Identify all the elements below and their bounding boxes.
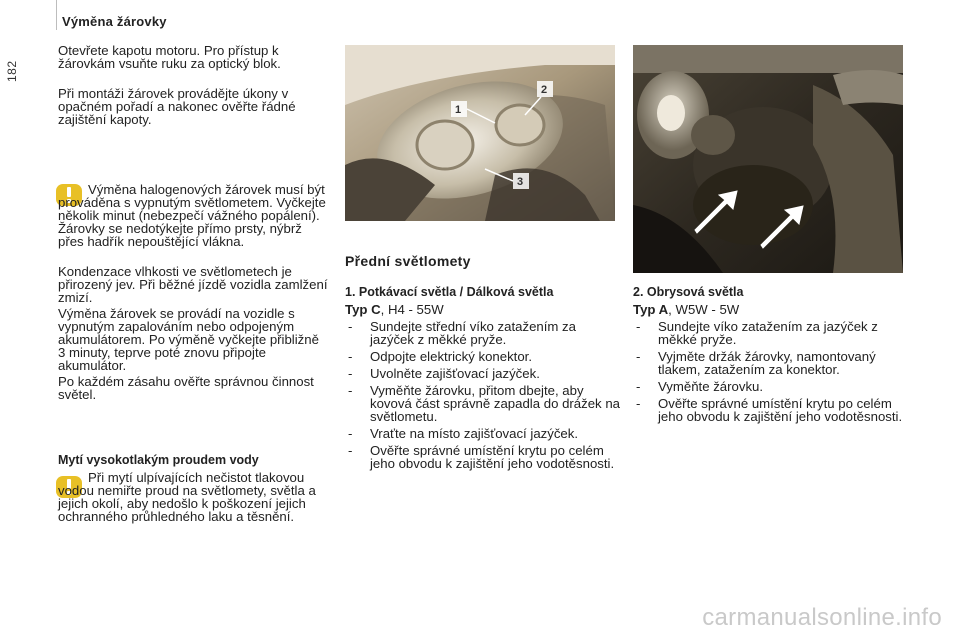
sidelight-steps — [633, 320, 913, 427]
bulb-type-label: Typ C — [345, 302, 381, 317]
low-high-beam-steps — [345, 320, 620, 474]
sidelight-heading: 2. Obrysová světla — [633, 285, 744, 299]
warning-paragraph-3: Výměna žárovek se provádí na vozidle s vypnutým zapalováním nebo odpojeným akumulátorem. Po výměně vyčkejte přibližně 3 minuty, teprve poté znovu připojte akumulátor. — [58, 306, 319, 373]
list-item: - Ověřte správné umístění krytu po celém jeho obvodu k zajištění jeho vodotěsnosti. — [633, 397, 913, 423]
list-item: - Odpojte elektrický konektor. — [345, 350, 620, 363]
wash-heading: Mytí vysokotlakým proudem vody — [58, 453, 259, 467]
list-item: - Ověřte správné umístění krytu po celém jeho obvodu k zajištění jeho vodotěsnosti. — [345, 444, 620, 470]
wash-text: Při mytí ulpívajících nečistot tlakovou vodou nemiřte proud na světlomety, světla a jejich okolí, aby nedošlo k poškození jejich ochranného průhledného laku a těsnění. — [58, 470, 316, 524]
intro-paragraph-2: Při montáži žárovek provádějte úkony v opačném pořadí a nakonec ověřte řádné zajištění kapoty. — [58, 86, 296, 127]
bulb-type-a — [633, 303, 739, 316]
watermark: carmanualsonline.info — [702, 604, 942, 631]
warning-paragraph-1: Výměna halogenových žárovek musí být prováděna s vypnutým světlometem. Vyčkejte několik minut (nebezpečí vážného popálení). Žárovky se nedotýkejte přímo prsty, nýbrž přes hadřík nepouštějící vlákna. — [58, 182, 326, 249]
photo-label-2: 2 — [541, 84, 548, 96]
bulb-type-value: , W5W - 5W — [668, 302, 740, 317]
list-item: - Vyměňte žárovku, přitom dbejte, aby kovová část správně zapadla do drážek na světlometu. — [345, 384, 620, 423]
list-item: - Sundejte víko zatažením za jazýček z měkké pryže. — [633, 320, 913, 346]
bulb-type-value: , H4 - 55W — [380, 302, 444, 317]
header-rule — [56, 0, 57, 30]
photo-label-3: 3 — [517, 176, 524, 188]
list-item: - Vraťte na místo zajišťovací jazýček. — [345, 427, 620, 440]
low-high-beam-heading: 1. Potkávací světla / Dálková světla — [345, 285, 554, 299]
page-header: Výměna žárovky — [62, 14, 167, 29]
page-number: 182 — [5, 60, 19, 82]
intro-paragraph-1: Otevřete kapotu motoru. Pro přístup k žárovkám vsuňte ruku za optický blok. — [58, 43, 281, 71]
warning-paragraph-4: Po každém zásahu ověřte správnou činnost světel. — [58, 374, 314, 402]
list-item: - Sundejte střední víko zatažením za jazýček z měkké pryže. — [345, 320, 620, 346]
list-item: - Vyměňte žárovku. — [633, 380, 913, 393]
warning-paragraph-2: Kondenzace vlhkosti ve světlometech je přirozený jev. Při běžné jízdě vozidla zamlžení zmizí. — [58, 264, 328, 305]
photo-label-1: 1 — [455, 104, 462, 116]
engine-bay-photo — [633, 45, 903, 273]
bulb-type-label: Typ A — [633, 302, 669, 317]
list-item: - Uvolněte zajišťovací jazýček. — [345, 367, 620, 380]
list-item: - Vyjměte držák žárovky, namontovaný tlakem, zatažením za konektor. — [633, 350, 913, 376]
headlight-photo — [345, 45, 615, 221]
section-title: Přední světlomety — [345, 253, 471, 269]
bulb-type-c — [345, 303, 444, 316]
